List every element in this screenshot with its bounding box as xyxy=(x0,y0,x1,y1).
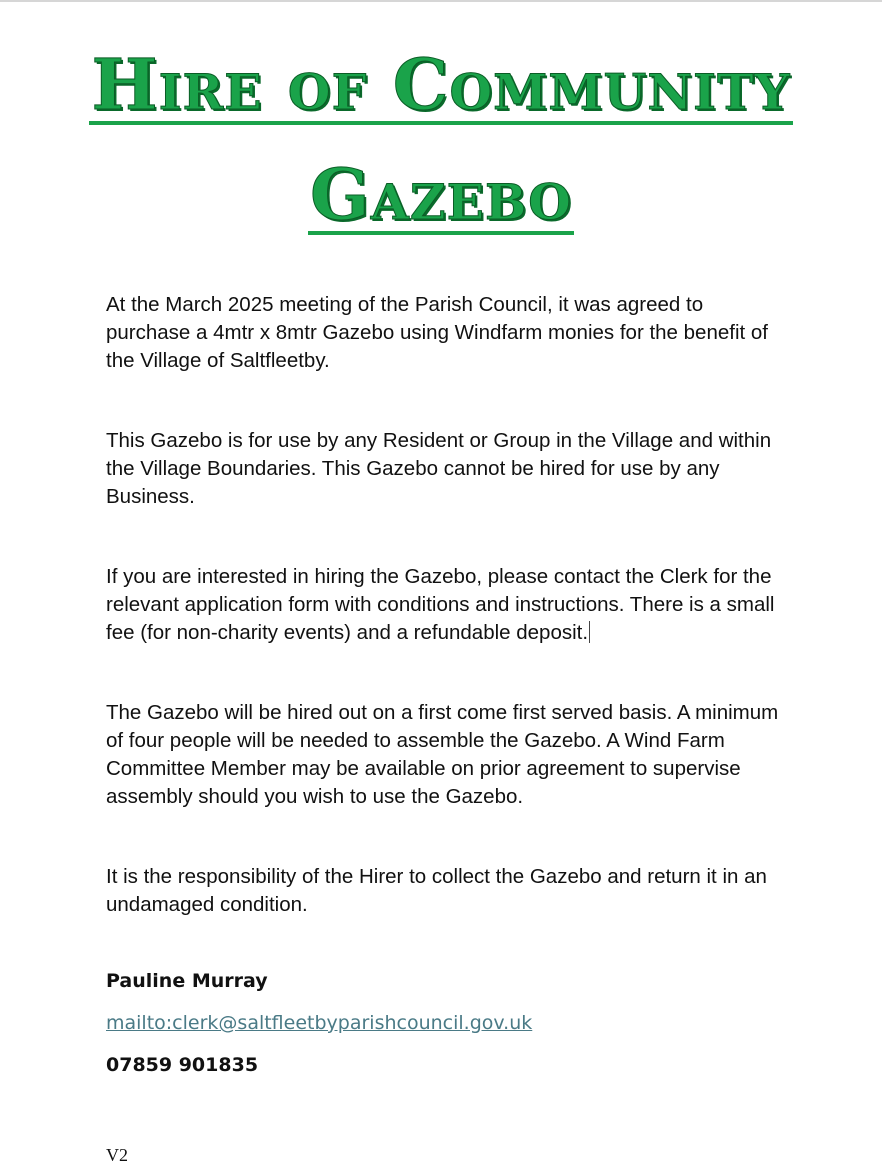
contact-phone: 07859 901835 xyxy=(106,1054,259,1076)
version-label: V2 xyxy=(106,1145,128,1165)
paragraph-responsibility: It is the responsibility of the Hirer to collect the Gazebo and return it in an undamaged condition. xyxy=(106,865,767,916)
text-cursor xyxy=(589,621,590,643)
paragraph-booking-basis: The Gazebo will be hired out on a first come first served basis. A minimum of four people will be needed to assemble the Gazebo. A Wind Farm Committee Member may be available on prior agreement to supervise assembly should you wish to use the Gazebo. xyxy=(106,701,779,808)
page-top-border xyxy=(0,0,882,2)
paragraph-purchase: At the March 2025 meeting of the Parish Council, it was agreed to purchase a 4mtr x 8mtr Gazebo using Windfarm monies for the benefit of the Village of Saltfleetby. xyxy=(106,293,768,372)
title-line-1: Hire of Community xyxy=(91,43,791,126)
contact-email-link[interactable]: mailto:clerk@saltfleetbyparishcouncil.gov.uk xyxy=(106,1012,533,1034)
page-title xyxy=(0,30,882,250)
paragraph-contact-clerk xyxy=(106,563,786,647)
contact-name: Pauline Murray xyxy=(106,970,268,992)
title-line-2: Gazebo xyxy=(310,153,572,236)
paragraph-contact-clerk-text: If you are interested in hiring the Gazebo, please contact the Clerk for the relevant application form with conditions and instructions. There is a small fee (for non-charity events) and a refundable deposit. xyxy=(106,565,775,644)
paragraph-eligibility: This Gazebo is for use by any Resident or Group in the Village and within the Village Boundaries. This Gazebo cannot be hired for use by any Business. xyxy=(106,429,772,508)
